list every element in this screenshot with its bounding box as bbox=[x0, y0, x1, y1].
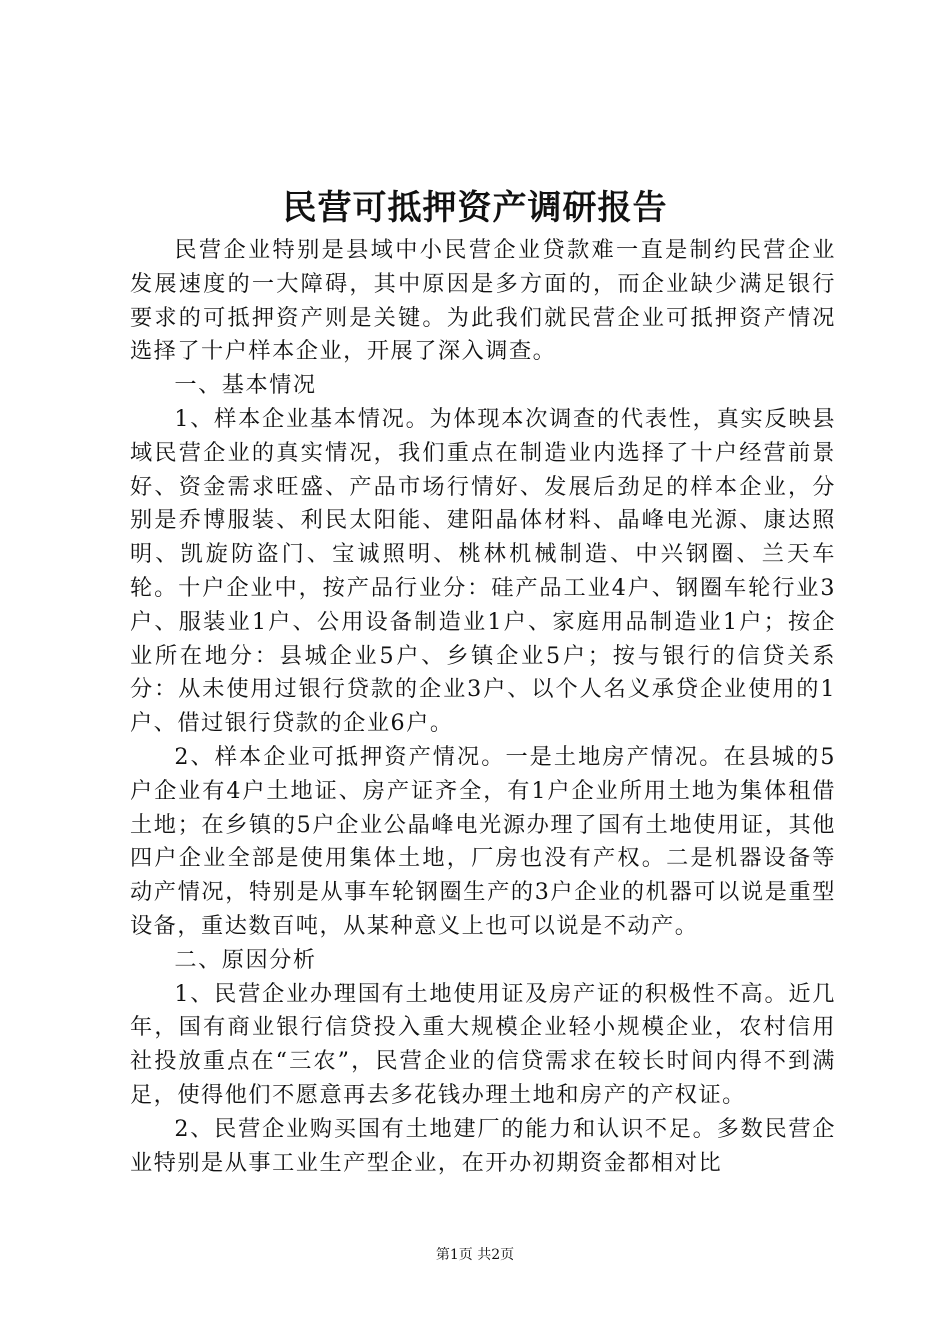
paragraph-intro: 民营企业特别是县域中小民营企业贷款难一直是制约民营企业发展速度的一大障碍，其中原因是多方面的，而企业缺少满足银行要求的可抵押资产则是关键。为此我们就民营企业可抵押资产情况选择了十户样本企业，开展了深入调查。 bbox=[130, 237, 836, 365]
paragraph-cause-1: 1、民营企业办理国有土地使用证及房产证的积极性不高。近几年，国有商业银行信贷投入重大规模企业轻小规模企业，农村信用社投放重点在“三农”，民营企业的信贷需求在较长时间内得不到满足，使得他们不愿意再去多花钱办理土地和房产的产权证。 bbox=[130, 980, 836, 1108]
page-footer: 第1页 共2页 bbox=[435, 1247, 515, 1263]
document-title: 民营可抵押资产调研报告 bbox=[282, 188, 668, 228]
heading-basic-situation: 一、基本情况 bbox=[174, 372, 317, 399]
heading-cause-analysis: 二、原因分析 bbox=[174, 946, 317, 973]
document-body bbox=[130, 234, 836, 1180]
paragraph-cause-2: 2、民营企业购买国有土地建厂的能力和认识不足。多数民营企业特别是从事工业生产型企业，在开办初期资金都相对比 bbox=[130, 1115, 836, 1176]
paragraph-mortgage-assets: 2、样本企业可抵押资产情况。一是土地房产情况。在县城的5户企业有4户土地证、房产证齐全，有1户企业所用土地为集体租借土地；在乡镇的5户企业公晶峰电光源办理了国有土地使用证，其他四户企业全部是使用集体土地，厂房也没有产权。二是机器设备等动产情况，特别是从事车轮钢圈生产的3户企业的机器可以说是重型设备，重达数百吨，从某种意义上也可以说是不动产。 bbox=[130, 743, 836, 939]
paragraph-sample-enterprises: 1、样本企业基本情况。为体现本次调查的代表性，真实反映县域民营企业的真实情况，我们重点在制造业内选择了十户经营前景好、资金需求旺盛、产品市场行情好、发展后劲足的样本企业，分别是乔博服装、利民太阳能、建阳晶体材料、晶峰电光源、康达照明、凯旋防盗门、宝诚照明、桃林机械制造、中兴钢圈、兰天车轮。十户企业中，按产品行业分：硅产品工业4户、钢圈车轮行业3户、服装业1户、公用设备制造业1户、家庭用品制造业1户；按企业所在地分：县城企业5户、乡镇企业5户；按与银行的信贷关系分：从未使用过银行贷款的企业3户、以个人名义承贷企业使用的1户、借过银行贷款的企业6户。 bbox=[130, 405, 836, 737]
